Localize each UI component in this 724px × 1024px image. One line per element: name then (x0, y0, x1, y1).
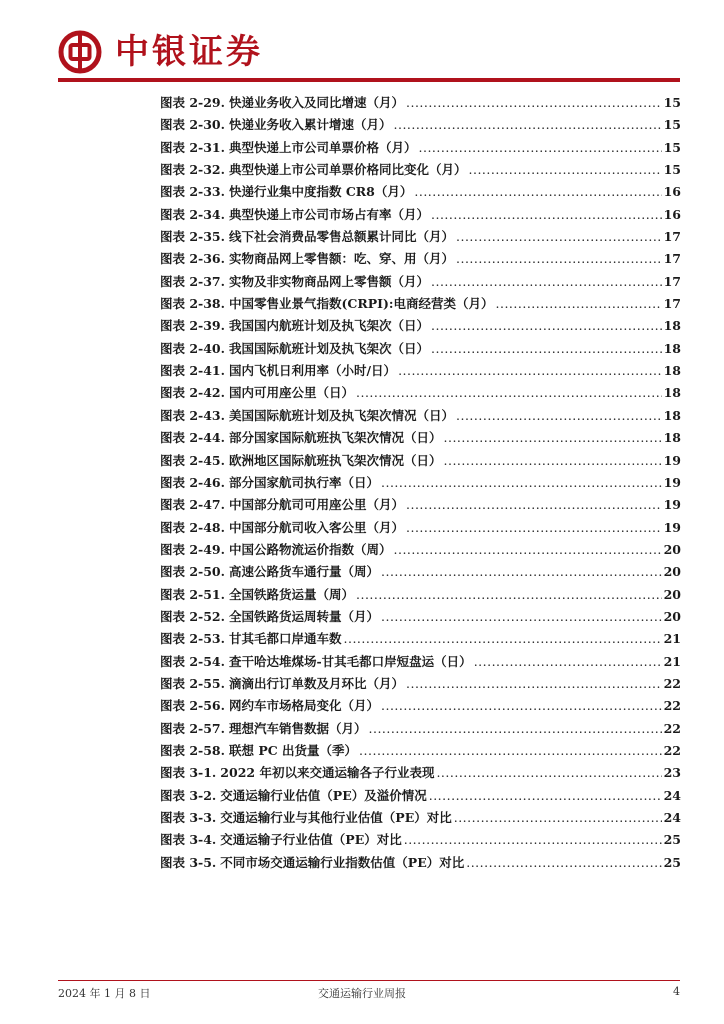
toc-figure-title: 全国铁路货运量（周） (228, 586, 354, 602)
toc-entry[interactable] (160, 159, 681, 181)
toc-entry-label (160, 114, 392, 136)
toc-dot-leader (394, 539, 662, 561)
toc-figure-number: 图表 3-4. (160, 832, 217, 848)
toc-dot-leader (356, 584, 662, 606)
toc-figure-number: 图表 2-46. (160, 474, 225, 490)
toc-dot-leader (404, 829, 662, 851)
toc-figure-title: 理想汽车销售数据（月） (228, 720, 367, 736)
toc-figure-number: 图表 2-38. (160, 296, 225, 312)
toc-figure-title: 甘其毛都口岸通车数 (228, 631, 342, 647)
toc-figure-title: 典型快递上市公司单票价格（月） (228, 139, 417, 155)
toc-entry-label (160, 338, 429, 360)
toc-figure-number: 图表 2-47. (160, 497, 225, 513)
toc-dot-leader (444, 427, 662, 449)
toc-entry[interactable] (160, 92, 681, 114)
toc-dot-leader (456, 248, 662, 270)
toc-entry-label (160, 181, 412, 203)
toc-entry[interactable] (160, 740, 681, 762)
toc-entry[interactable] (160, 785, 681, 807)
toc-entry[interactable] (160, 338, 681, 360)
toc-page-number: 16 (663, 184, 681, 200)
toc-entry-label (160, 695, 379, 717)
toc-entry-label (160, 137, 417, 159)
toc-figure-title: 我国国内航班计划及执飞架次（日） (228, 318, 429, 334)
toc-page-number: 19 (663, 497, 681, 513)
toc-figure-title: 全国铁路货运周转量（月） (228, 608, 379, 624)
toc-dot-leader (444, 450, 662, 472)
toc-figure-title: 快递业务收入及同比增速（月） (228, 95, 404, 110)
toc-entry[interactable] (160, 114, 681, 136)
toc-figure-title: 国内可用座公里（日） (228, 385, 354, 401)
toc-figure-title: 欧洲地区国际航班执飞架次情况（日） (228, 452, 442, 468)
toc-figure-number: 图表 2-34. (160, 206, 225, 222)
toc-dot-leader (429, 785, 662, 807)
toc-page-number: 19 (663, 519, 681, 535)
toc-dot-leader (431, 315, 662, 337)
toc-dot-leader (469, 159, 662, 181)
toc-entry-label (160, 829, 402, 851)
toc-figure-title: 查干哈达堆煤场-甘其毛都口岸短盘运（日） (228, 653, 472, 669)
toc-dot-leader (466, 852, 661, 874)
toc-entry[interactable] (160, 427, 681, 449)
toc-entry-label (160, 427, 442, 449)
toc-entry[interactable] (160, 852, 681, 874)
footer-divider (58, 980, 680, 981)
toc-dot-leader (381, 695, 662, 717)
toc-entry[interactable] (160, 695, 681, 717)
header-divider (58, 78, 680, 82)
footer-date: 2024 年 1 月 8 日 (58, 987, 151, 1000)
toc-entry-label (160, 204, 429, 226)
toc-figure-title: 实物商品网上零售额：吃、穿、用（月） (228, 251, 454, 267)
brand-name: 中银证券 (115, 32, 263, 72)
toc-entry[interactable] (160, 450, 681, 472)
toc-figure-number: 图表 2-39. (160, 318, 225, 334)
toc-figure-number: 图表 2-36. (160, 251, 225, 267)
toc-figure-number: 图表 2-57. (160, 720, 225, 736)
toc-entry[interactable] (160, 718, 681, 740)
table-of-figures (160, 92, 681, 874)
toc-figure-title: 网约车市场格局变化（月） (228, 698, 379, 714)
toc-dot-leader (381, 561, 662, 583)
toc-dot-leader (456, 226, 662, 248)
toc-figure-number: 图表 2-37. (160, 273, 225, 289)
toc-figure-number: 图表 2-48. (160, 519, 225, 535)
toc-page-number: 25 (663, 854, 681, 870)
toc-dot-leader (344, 628, 662, 650)
toc-page-number: 18 (663, 407, 681, 423)
toc-figure-title: 美国国际航班计划及执飞架次情况（日） (228, 407, 454, 423)
toc-figure-title: 国内飞机日利用率（小时/日） (228, 363, 397, 379)
toc-figure-title: 交通运输行业与其他行业估值（PE）对比 (220, 810, 452, 825)
toc-figure-number: 图表 2-52. (160, 608, 225, 624)
toc-dot-leader (474, 651, 662, 673)
toc-dot-leader (381, 472, 662, 494)
toc-dot-leader (414, 181, 661, 203)
toc-figure-title: 中国零售业景气指数(CRPI):电商经营类（月） (228, 296, 494, 312)
toc-dot-leader (436, 762, 661, 784)
toc-entry-label (160, 271, 429, 293)
toc-figure-number: 图表 2-31. (160, 139, 225, 155)
toc-figure-title: 不同市场交通运输行业指数估值（PE）对比 (220, 854, 465, 870)
toc-page-number: 19 (663, 474, 681, 490)
toc-page-number: 18 (663, 430, 681, 446)
toc-page-number: 15 (663, 117, 681, 133)
toc-figure-title: 中国公路物流运价指数（周） (228, 541, 392, 557)
toc-entry[interactable] (160, 628, 681, 650)
toc-dot-leader (419, 137, 662, 159)
toc-entry-label (160, 226, 454, 248)
toc-dot-leader (406, 494, 662, 516)
toc-figure-title: 线下社会消费品零售总额累计同比（月） (228, 229, 454, 245)
toc-entry[interactable] (160, 517, 681, 539)
toc-entry[interactable] (160, 561, 681, 583)
toc-figure-number: 图表 2-49. (160, 541, 225, 557)
toc-dot-leader (406, 673, 662, 695)
toc-entry[interactable] (160, 405, 681, 427)
toc-figure-number: 图表 3-5. (160, 854, 217, 870)
toc-entry-label (160, 405, 454, 427)
toc-page-number: 21 (663, 653, 681, 669)
toc-figure-number: 图表 2-40. (160, 340, 225, 356)
page-number: 4 (673, 985, 680, 998)
toc-entry[interactable] (160, 539, 681, 561)
toc-entry-label (160, 606, 379, 628)
toc-figure-number: 图表 2-32. (160, 162, 225, 178)
toc-page-number: 25 (663, 832, 681, 848)
toc-figure-number: 图表 2-35. (160, 229, 225, 245)
toc-entry[interactable] (160, 762, 681, 784)
toc-figure-title: 联想 PC 出货量（季） (228, 742, 358, 758)
toc-dot-leader (356, 382, 662, 404)
toc-entry-label (160, 651, 472, 673)
toc-dot-leader (431, 271, 662, 293)
toc-page-number: 23 (663, 765, 681, 781)
toc-figure-number: 图表 2-51. (160, 586, 225, 602)
toc-figure-title: 快递业务收入累计增速（月） (228, 117, 392, 133)
toc-figure-title: 高速公路货车通行量（周） (228, 564, 379, 580)
toc-page-number: 18 (663, 363, 681, 379)
toc-dot-leader (431, 204, 662, 226)
toc-entry-label (160, 517, 404, 539)
toc-entry-label (160, 494, 404, 516)
toc-entry[interactable] (160, 829, 681, 851)
toc-page-number: 20 (663, 541, 681, 557)
toc-entry-label (160, 740, 357, 762)
toc-page-number: 22 (663, 720, 681, 736)
toc-entry-label (160, 628, 342, 650)
toc-page-number: 21 (663, 631, 681, 647)
toc-entry[interactable] (160, 137, 681, 159)
toc-dot-leader (381, 606, 662, 628)
toc-page-number: 22 (663, 742, 681, 758)
toc-entry[interactable] (160, 293, 681, 315)
toc-figure-title: 部分国家航司执行率（日） (228, 474, 379, 490)
toc-entry-label (160, 293, 494, 315)
toc-figure-number: 图表 2-42. (160, 385, 225, 401)
toc-entry-label (160, 785, 427, 807)
toc-entry[interactable] (160, 673, 681, 695)
toc-entry[interactable] (160, 315, 681, 337)
toc-entry-label (160, 673, 404, 695)
toc-figure-title: 快递行业集中度指数 CR8（月） (228, 184, 413, 200)
toc-entry[interactable] (160, 472, 681, 494)
toc-figure-number: 图表 2-55. (160, 675, 225, 691)
toc-figure-title: 交通运输子行业估值（PE）对比 (220, 832, 402, 848)
toc-entry[interactable] (160, 494, 681, 516)
toc-figure-title: 中国部分航司收入客公里（月） (228, 519, 404, 535)
toc-entry-label (160, 561, 379, 583)
toc-page-number: 24 (663, 810, 681, 825)
toc-figure-number: 图表 2-58. (160, 742, 225, 758)
toc-page-number: 20 (663, 586, 681, 602)
toc-entry-label (160, 159, 467, 181)
toc-figure-title: 2022 年初以来交通运输各子行业表现 (220, 765, 435, 781)
toc-page-number: 18 (663, 318, 681, 334)
toc-page-number: 18 (663, 340, 681, 356)
toc-page-number: 16 (663, 206, 681, 222)
toc-figure-number: 图表 3-1. (160, 765, 217, 781)
toc-figure-number: 图表 3-2. (160, 787, 217, 803)
toc-page-number: 15 (663, 162, 681, 178)
toc-entry-label (160, 762, 434, 784)
toc-dot-leader (369, 718, 662, 740)
toc-dot-leader (398, 360, 662, 382)
footer-report-title: 交通运输行业周报 (318, 987, 406, 1000)
toc-page-number: 17 (663, 229, 681, 245)
toc-entry[interactable] (160, 204, 681, 226)
toc-entry-label (160, 718, 367, 740)
toc-page-number: 22 (663, 698, 681, 714)
toc-entry-label (160, 472, 379, 494)
toc-figure-number: 图表 2-56. (160, 698, 225, 714)
toc-entry-label (160, 584, 354, 606)
toc-figure-title: 中国部分航司可用座公里（月） (228, 497, 404, 513)
toc-entry-label (160, 852, 464, 874)
toc-page-number: 17 (663, 251, 681, 267)
toc-figure-title: 我国国际航班计划及执飞架次（日） (228, 340, 429, 356)
toc-figure-title: 典型快递上市公司单票价格同比变化（月） (228, 162, 467, 178)
toc-dot-leader (496, 293, 662, 315)
toc-figure-number: 图表 2-50. (160, 564, 225, 580)
toc-figure-number: 图表 2-53. (160, 631, 225, 647)
toc-entry[interactable] (160, 807, 681, 829)
toc-figure-number: 图表 2-45. (160, 452, 225, 468)
toc-entry[interactable] (160, 181, 681, 203)
toc-page-number: 19 (663, 452, 681, 468)
toc-entry[interactable] (160, 248, 681, 270)
toc-figure-number: 图表 2-54. (160, 653, 225, 669)
toc-page-number: 20 (663, 564, 681, 580)
toc-dot-leader (406, 517, 662, 539)
toc-entry-label (160, 315, 429, 337)
toc-page-number: 17 (663, 273, 681, 289)
toc-entry-label (160, 382, 354, 404)
toc-entry[interactable] (160, 584, 681, 606)
toc-figure-title: 交通运输行业估值（PE）及溢价情况 (220, 787, 427, 803)
toc-figure-title: 部分国家国际航班执飞架次情况（日） (228, 430, 442, 446)
toc-entry-label (160, 248, 454, 270)
toc-page-number: 20 (663, 608, 681, 624)
toc-page-number: 24 (663, 787, 681, 803)
toc-figure-number: 图表 2-41. (160, 363, 225, 379)
page-header (0, 0, 724, 90)
toc-page-number: 15 (663, 95, 681, 110)
toc-dot-leader (359, 740, 662, 762)
toc-entry[interactable] (160, 226, 681, 248)
toc-dot-leader (394, 114, 662, 136)
toc-dot-leader (406, 92, 662, 114)
toc-entry-label (160, 92, 404, 114)
toc-entry-label (160, 360, 396, 382)
toc-figure-number: 图表 2-43. (160, 407, 225, 423)
toc-page-number: 17 (663, 296, 681, 312)
toc-dot-leader (454, 807, 662, 829)
toc-page-number: 18 (663, 385, 681, 401)
toc-figure-number: 图表 2-44. (160, 430, 225, 446)
toc-figure-title: 滴滴出行订单数及月环比（月） (228, 675, 404, 691)
toc-figure-number: 图表 2-29. (160, 95, 225, 110)
toc-figure-number: 图表 2-30. (160, 117, 225, 133)
toc-entry-label (160, 539, 392, 561)
toc-dot-leader (431, 338, 662, 360)
toc-entry[interactable] (160, 382, 681, 404)
toc-page-number: 22 (663, 675, 681, 691)
toc-figure-title: 实物及非实物商品网上零售额（月） (228, 273, 429, 289)
toc-entry-label (160, 450, 442, 472)
toc-entry[interactable] (160, 606, 681, 628)
toc-figure-number: 图表 2-33. (160, 184, 225, 200)
toc-dot-leader (456, 405, 662, 427)
toc-figure-number: 图表 3-3. (160, 810, 217, 825)
toc-entry[interactable] (160, 651, 681, 673)
bank-of-china-logo-icon (58, 30, 102, 74)
toc-figure-title: 典型快递上市公司市场占有率（月） (228, 206, 429, 222)
toc-entry[interactable] (160, 360, 681, 382)
toc-entry[interactable] (160, 271, 681, 293)
toc-page-number: 15 (663, 139, 681, 155)
toc-entry-label (160, 807, 452, 829)
